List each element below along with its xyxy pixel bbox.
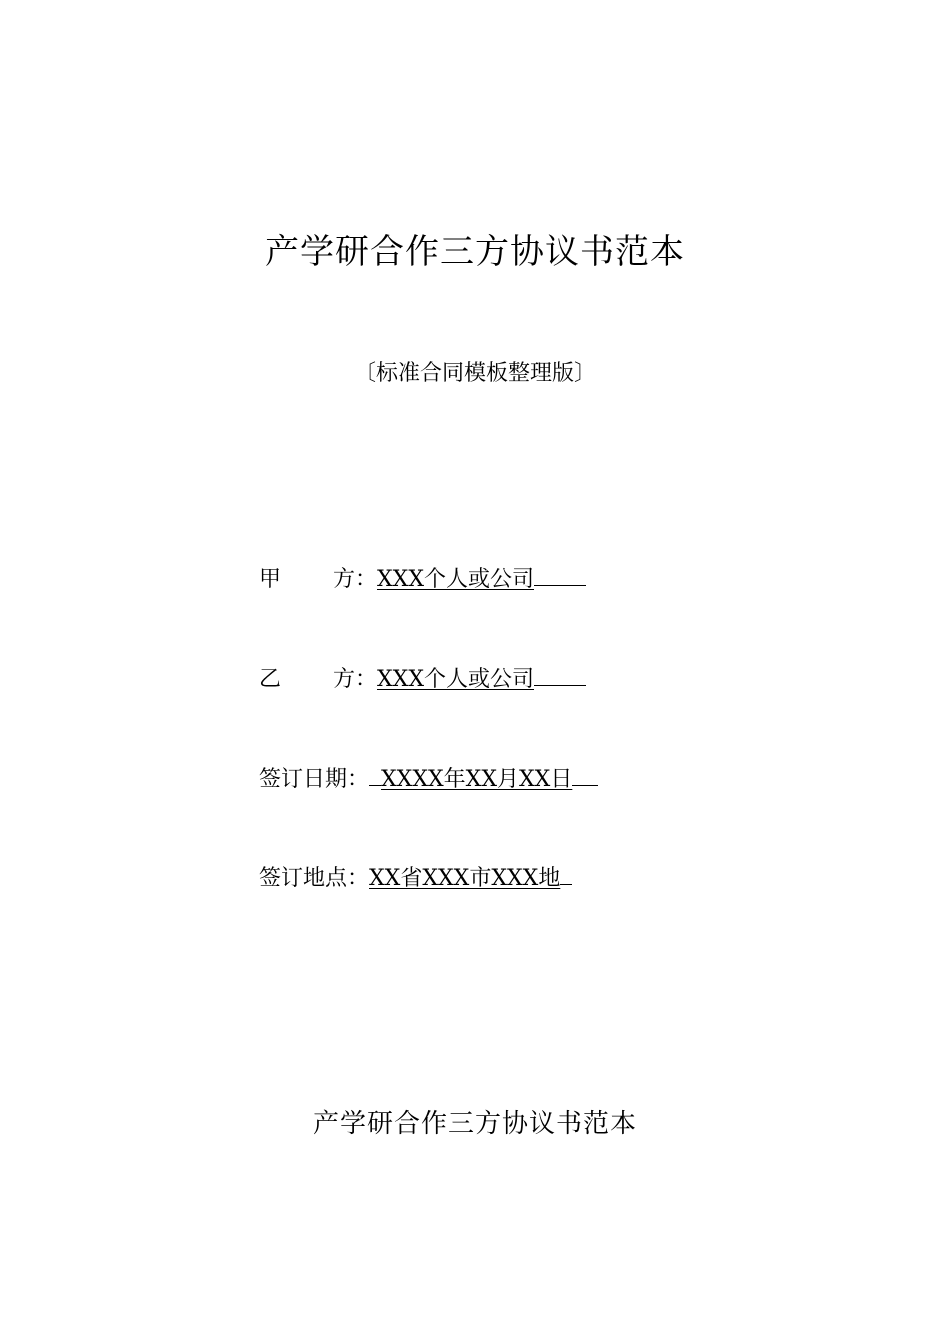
party-b-label-first: 乙 xyxy=(259,667,282,692)
party-b-blank-line xyxy=(534,659,586,686)
sign-date-value: XXXX年XX月XX日 xyxy=(381,767,573,792)
party-b-value: XXX个人或公司 xyxy=(377,667,534,692)
party-b-field xyxy=(259,659,586,696)
party-a-field xyxy=(259,559,586,596)
sign-place-label: 签订地点： xyxy=(259,866,370,891)
sign-place-value: XX省XXX市XXX地 xyxy=(369,866,561,891)
party-a-label xyxy=(259,564,377,596)
document-title: 产学研合作三方协议书范本 xyxy=(265,232,685,272)
footer-title: 产学研合作三方协议书范本 xyxy=(312,1109,637,1139)
sign-date-blank-lead xyxy=(369,759,381,786)
party-b-label xyxy=(259,664,377,696)
sign-place-blank-line xyxy=(560,858,572,885)
sign-date-field xyxy=(259,759,598,796)
party-a-blank-line xyxy=(534,559,586,586)
document-subtitle: 〔标准合同模板整理版〕 xyxy=(353,361,596,386)
sign-date-label: 签订日期： xyxy=(259,767,370,792)
sign-place-field xyxy=(259,858,572,895)
party-b-label-last: 方： xyxy=(332,667,377,692)
party-a-label-last: 方： xyxy=(332,567,377,592)
party-a-value: XXX个人或公司 xyxy=(377,567,534,592)
sign-date-blank-line xyxy=(572,759,598,786)
party-a-label-first: 甲 xyxy=(259,567,282,592)
